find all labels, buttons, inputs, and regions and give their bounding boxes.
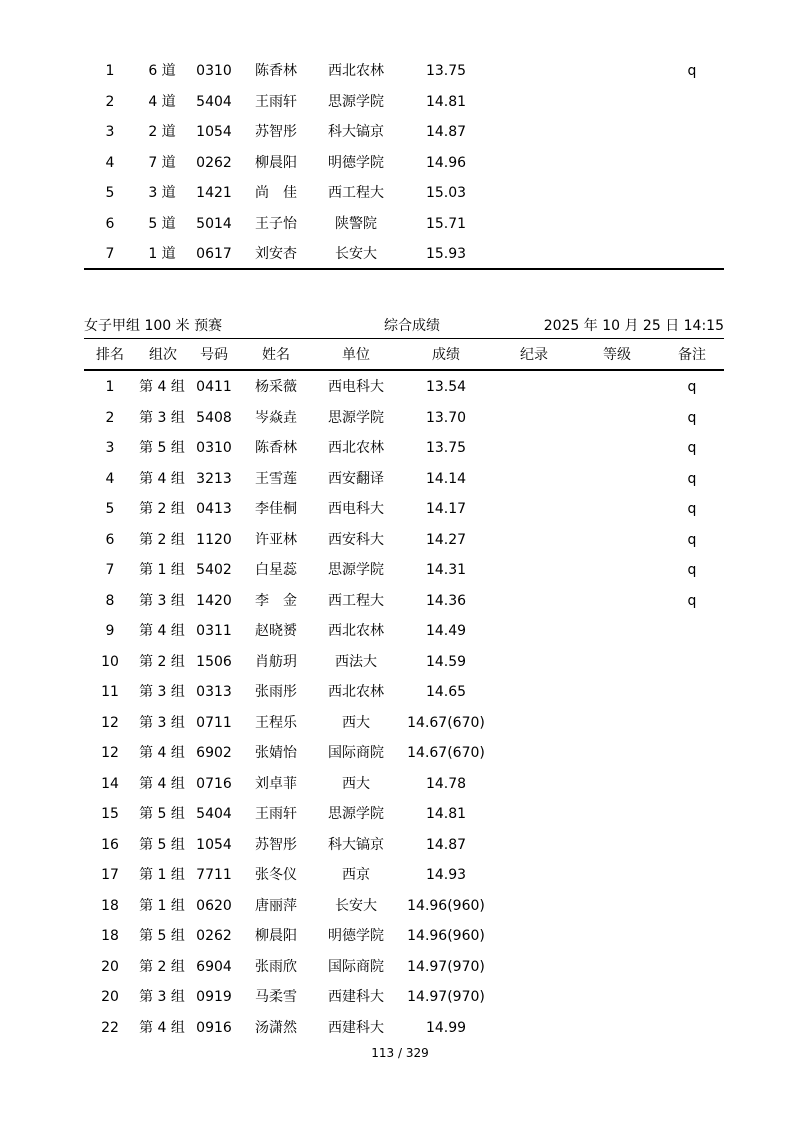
table-row <box>0 555 800 585</box>
rank-cell: 16 <box>101 836 119 853</box>
name-cell: 李 金 <box>255 592 297 609</box>
group-cell: 第 3 组 <box>139 989 185 1005</box>
name-cell: 白星蕊 <box>255 562 297 578</box>
table-row <box>0 1013 800 1043</box>
group-cell: 第 2 组 <box>139 958 185 975</box>
rank-cell: 14 <box>101 775 119 792</box>
number-cell: 0617 <box>196 246 232 262</box>
group-cell: 第 3 组 <box>139 684 185 700</box>
rank-cell: 17 <box>101 867 119 883</box>
note-cell: q <box>687 379 697 395</box>
table-row <box>0 494 800 524</box>
lane-cell: 7 道 <box>148 154 176 171</box>
group-cell: 第 2 组 <box>139 501 185 517</box>
group-cell: 第 4 组 <box>139 623 185 639</box>
note-cell: q <box>687 562 697 578</box>
lane-cell: 6 道 <box>148 63 176 79</box>
unit-cell: 西电科大 <box>328 501 384 517</box>
result-cell: 14.97(970) <box>407 989 485 1005</box>
name-cell: 杨采薇 <box>255 379 297 395</box>
result-cell: 13.54 <box>425 379 467 395</box>
number-cell: 0919 <box>196 989 232 1005</box>
table-row <box>0 952 800 982</box>
header-record: 纪录 <box>520 347 548 363</box>
group-cell: 第 4 组 <box>139 775 185 792</box>
rank-cell: 6 <box>105 531 115 548</box>
group-cell: 第 5 组 <box>139 440 185 456</box>
unit-cell: 陕警院 <box>335 215 377 232</box>
group-cell: 第 2 组 <box>139 653 185 670</box>
number-cell: 5404 <box>196 806 232 822</box>
header-result: 成绩 <box>432 347 460 363</box>
number-cell: 5404 <box>196 93 232 110</box>
result-cell: 13.75 <box>425 63 467 79</box>
rank-cell: 9 <box>105 623 115 639</box>
unit-cell: 西工程大 <box>328 592 384 609</box>
name-cell: 陈香林 <box>255 440 297 456</box>
group-cell: 第 1 组 <box>139 562 185 578</box>
group-cell: 第 5 组 <box>139 836 185 853</box>
unit-cell: 思源学院 <box>328 409 384 426</box>
name-cell: 尚 佳 <box>255 185 297 201</box>
header-number: 号码 <box>200 347 228 363</box>
name-cell: 许亚林 <box>255 531 297 548</box>
group-cell: 第 4 组 <box>139 379 185 395</box>
lane-cell: 1 道 <box>148 246 176 262</box>
header-unit: 单位 <box>342 347 370 363</box>
rank-cell: 18 <box>101 897 119 914</box>
name-cell: 赵晓赟 <box>255 623 297 639</box>
number-cell: 6904 <box>196 958 232 975</box>
name-cell: 汤潇然 <box>255 1019 297 1036</box>
unit-cell: 明德学院 <box>328 154 384 171</box>
number-cell: 5408 <box>196 409 232 426</box>
group-cell: 第 5 组 <box>139 806 185 822</box>
unit-cell: 西京 <box>342 867 370 883</box>
rank-cell: 7 <box>105 562 115 578</box>
number-cell: 1120 <box>196 531 232 548</box>
table-row <box>0 616 800 646</box>
name-cell: 唐丽萍 <box>255 897 297 914</box>
number-cell: 1420 <box>196 592 232 609</box>
result-cell: 15.03 <box>425 185 467 201</box>
header-rank: 排名 <box>96 347 124 363</box>
group-cell: 第 4 组 <box>139 470 185 487</box>
unit-cell: 西法大 <box>335 653 377 670</box>
note-cell: q <box>687 531 697 548</box>
group-cell: 第 1 组 <box>139 897 185 914</box>
lane-cell: 3 道 <box>148 185 176 201</box>
number-cell: 1421 <box>196 185 232 201</box>
unit-cell: 科大镐京 <box>328 124 384 140</box>
name-cell: 张婧怡 <box>255 745 297 761</box>
note-cell: q <box>687 501 697 517</box>
unit-cell: 西工程大 <box>328 185 384 201</box>
group-cell: 第 3 组 <box>139 409 185 426</box>
name-cell: 柳晨阳 <box>255 928 297 944</box>
rank-cell: 12 <box>101 745 119 761</box>
result-cell: 14.81 <box>425 806 467 822</box>
name-cell: 苏智彤 <box>255 836 297 853</box>
name-cell: 苏智彤 <box>255 124 297 140</box>
name-cell: 王雨轩 <box>255 93 297 110</box>
rank-cell: 5 <box>105 501 115 517</box>
name-cell: 马柔雪 <box>255 989 297 1005</box>
table-row <box>0 56 800 86</box>
rank-cell: 7 <box>105 246 115 262</box>
name-cell: 王雪莲 <box>255 470 297 487</box>
rank-cell: 3 <box>105 124 115 140</box>
rank-cell: 20 <box>101 989 119 1005</box>
table-row <box>0 525 800 555</box>
event-datetime: 2025 年 10 月 25 日 14:15 <box>543 318 724 334</box>
number-cell: 0711 <box>196 714 232 731</box>
name-cell: 陈香林 <box>255 63 297 79</box>
table-row <box>0 799 800 829</box>
header-grade: 等级 <box>603 347 631 363</box>
group-cell: 第 1 组 <box>139 867 185 883</box>
name-cell: 李佳桐 <box>255 501 297 517</box>
rank-cell: 3 <box>105 440 115 456</box>
result-cell: 14.81 <box>425 93 467 110</box>
number-cell: 0716 <box>196 775 232 792</box>
note-cell: q <box>687 440 697 456</box>
result-cell: 13.75 <box>425 440 467 456</box>
table-row <box>0 769 800 799</box>
result-cell: 14.99 <box>425 1019 467 1036</box>
lane-cell: 5 道 <box>148 215 176 232</box>
number-cell: 5402 <box>196 562 232 578</box>
result-cell: 14.97(970) <box>407 958 485 975</box>
number-cell: 1506 <box>196 653 232 670</box>
unit-cell: 西建科大 <box>328 1019 384 1036</box>
number-cell: 0313 <box>196 684 232 700</box>
name-cell: 张冬仪 <box>255 867 297 883</box>
result-cell: 13.70 <box>425 409 467 426</box>
result-cell: 15.93 <box>425 246 467 262</box>
number-cell: 6902 <box>196 745 232 761</box>
unit-cell: 西安翻译 <box>328 470 384 487</box>
section-title: 综合成绩 <box>384 318 440 334</box>
table-row <box>0 87 800 117</box>
unit-cell: 西北农林 <box>328 623 384 639</box>
rank-cell: 20 <box>101 958 119 975</box>
name-cell: 王子怡 <box>255 215 297 232</box>
unit-cell: 思源学院 <box>328 562 384 578</box>
number-cell: 0310 <box>196 63 232 79</box>
result-cell: 14.67(670) <box>407 745 485 761</box>
summary-header-row <box>0 340 800 370</box>
table-row <box>0 738 800 768</box>
result-cell: 14.27 <box>425 531 467 548</box>
name-cell: 张雨欣 <box>255 958 297 975</box>
number-cell: 0310 <box>196 440 232 456</box>
rank-cell: 5 <box>105 185 115 201</box>
name-cell: 岑焱垚 <box>255 409 297 426</box>
result-cell: 14.49 <box>425 623 467 639</box>
result-cell: 14.87 <box>425 124 467 140</box>
name-cell: 张雨彤 <box>255 684 297 700</box>
name-cell: 王雨轩 <box>255 806 297 822</box>
result-cell: 14.17 <box>425 501 467 517</box>
unit-cell: 国际商院 <box>328 745 384 761</box>
rank-cell: 11 <box>101 684 119 700</box>
note-cell: q <box>687 592 697 609</box>
rank-cell: 6 <box>105 215 115 232</box>
result-cell: 14.87 <box>425 836 467 853</box>
group-cell: 第 3 组 <box>139 714 185 731</box>
table-row <box>0 372 800 402</box>
result-cell: 14.96(960) <box>407 897 485 914</box>
name-cell: 刘安杏 <box>255 246 297 262</box>
unit-cell: 长安大 <box>335 897 377 914</box>
rank-cell: 4 <box>105 470 115 487</box>
result-cell: 14.93 <box>425 867 467 883</box>
number-cell: 3213 <box>196 470 232 487</box>
group-cell: 第 3 组 <box>139 592 185 609</box>
header-name: 姓名 <box>262 347 290 363</box>
header-note: 备注 <box>678 347 706 363</box>
table-row <box>0 647 800 677</box>
rank-cell: 18 <box>101 928 119 944</box>
table-row <box>0 921 800 951</box>
unit-cell: 思源学院 <box>328 93 384 110</box>
number-cell: 0413 <box>196 501 232 517</box>
table-row <box>0 982 800 1012</box>
number-cell: 0311 <box>196 623 232 639</box>
number-cell: 0262 <box>196 928 232 944</box>
result-cell: 14.59 <box>425 653 467 670</box>
rank-cell: 1 <box>105 63 115 79</box>
table-row <box>0 891 800 921</box>
rank-cell: 22 <box>101 1019 119 1036</box>
group-cell: 第 4 组 <box>139 745 185 761</box>
rank-cell: 4 <box>105 154 115 171</box>
result-cell: 14.96 <box>425 154 467 171</box>
rank-cell: 10 <box>101 653 119 670</box>
lane-cell: 2 道 <box>148 124 176 140</box>
unit-cell: 国际商院 <box>328 958 384 975</box>
result-cell: 14.14 <box>425 470 467 487</box>
rank-cell: 8 <box>105 592 115 609</box>
number-cell: 1054 <box>196 836 232 853</box>
lane-cell: 4 道 <box>148 93 176 110</box>
unit-cell: 西安科大 <box>328 531 384 548</box>
table-row <box>0 708 800 738</box>
number-cell: 1054 <box>196 124 232 140</box>
name-cell: 柳晨阳 <box>255 154 297 171</box>
table-row <box>0 148 800 178</box>
name-cell: 肖舫玥 <box>255 653 297 670</box>
table-row <box>0 239 800 269</box>
result-cell: 14.31 <box>425 562 467 578</box>
name-cell: 刘卓菲 <box>255 775 297 792</box>
rank-cell: 2 <box>105 409 115 426</box>
page-number: 113 / 329 <box>371 1046 429 1060</box>
header-group: 组次 <box>149 347 177 363</box>
number-cell: 5014 <box>196 215 232 232</box>
rank-cell: 2 <box>105 93 115 110</box>
note-cell: q <box>687 409 697 426</box>
table-row <box>0 830 800 860</box>
unit-cell: 西大 <box>342 714 370 731</box>
group-cell: 第 5 组 <box>139 928 185 944</box>
unit-cell: 西建科大 <box>328 989 384 1005</box>
result-cell: 14.36 <box>425 592 467 609</box>
result-cell: 15.71 <box>425 215 467 232</box>
table-row <box>0 860 800 890</box>
name-cell: 王程乐 <box>255 714 297 731</box>
unit-cell: 西北农林 <box>328 63 384 79</box>
table-row <box>0 403 800 433</box>
number-cell: 0916 <box>196 1019 232 1036</box>
table-row <box>0 677 800 707</box>
unit-cell: 西大 <box>342 775 370 792</box>
note-cell: q <box>687 470 697 487</box>
unit-cell: 西电科大 <box>328 379 384 395</box>
unit-cell: 明德学院 <box>328 928 384 944</box>
group-cell: 第 2 组 <box>139 531 185 548</box>
number-cell: 7711 <box>196 867 232 883</box>
group-cell: 第 4 组 <box>139 1019 185 1036</box>
unit-cell: 科大镐京 <box>328 836 384 853</box>
number-cell: 0411 <box>196 379 232 395</box>
number-cell: 0620 <box>196 897 232 914</box>
rank-cell: 1 <box>105 379 115 395</box>
table-row <box>0 433 800 463</box>
table-row <box>0 117 800 147</box>
rank-cell: 12 <box>101 714 119 731</box>
unit-cell: 长安大 <box>335 246 377 262</box>
result-cell: 14.78 <box>425 775 467 792</box>
event-title: 女子甲组 100 米 预赛 <box>84 318 223 334</box>
result-cell: 14.67(670) <box>407 714 485 731</box>
note-cell: q <box>687 63 697 79</box>
number-cell: 0262 <box>196 154 232 171</box>
header-top-rule <box>84 338 724 339</box>
unit-cell: 西北农林 <box>328 440 384 456</box>
heat-table-bottom-rule <box>84 268 724 270</box>
header-bottom-rule <box>84 369 724 371</box>
table-row <box>0 464 800 494</box>
result-cell: 14.96(960) <box>407 928 485 944</box>
unit-cell: 西北农林 <box>328 684 384 700</box>
rank-cell: 15 <box>101 806 119 822</box>
table-row <box>0 178 800 208</box>
table-row <box>0 586 800 616</box>
result-cell: 14.65 <box>425 684 467 700</box>
unit-cell: 思源学院 <box>328 806 384 822</box>
table-row <box>0 209 800 239</box>
